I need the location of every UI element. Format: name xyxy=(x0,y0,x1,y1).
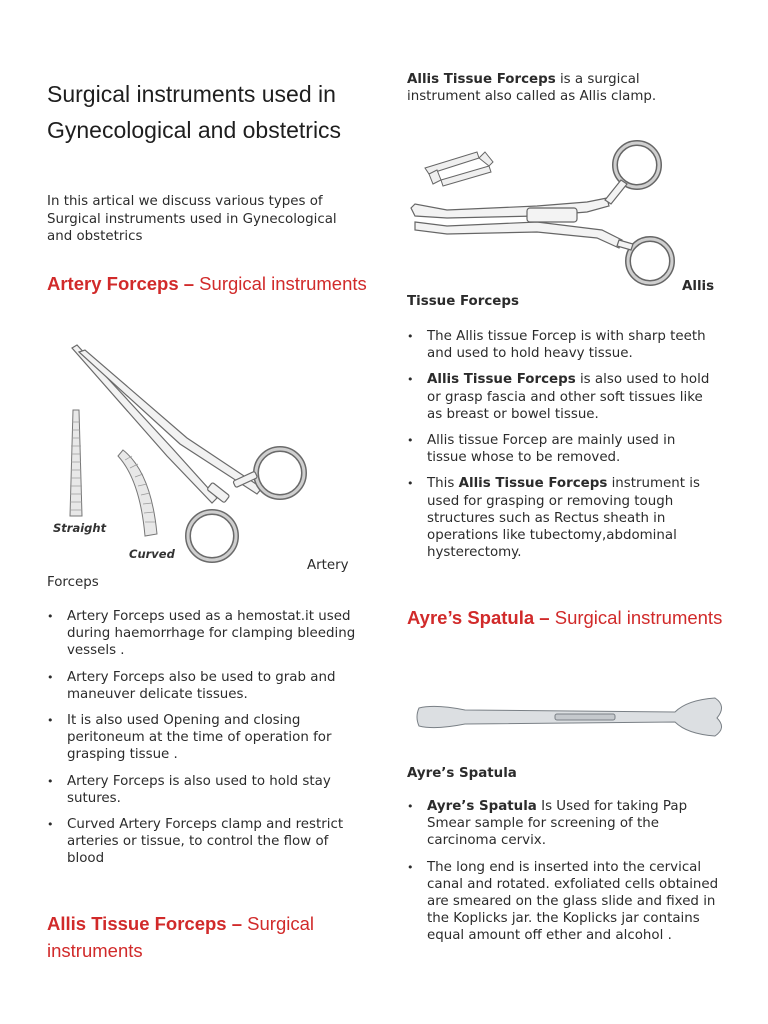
allis-heading-bold: Allis Tissue Forceps – xyxy=(47,913,243,934)
ayre-points-list xyxy=(407,798,719,954)
artery-forceps-image xyxy=(47,338,317,566)
list-item: • It is also used Opening and closing peritoneum at the time of operation for grasping tissue . xyxy=(47,713,332,763)
ayre-spatula-heading xyxy=(407,604,727,631)
allis-intro-rest: is a surgical instrument also called as Allis clamp. xyxy=(407,72,657,104)
artery-points-list xyxy=(47,608,362,877)
allis-heading-rest: Surgical instruments xyxy=(47,913,315,961)
list-item: • Curved Artery Forceps clamp and restrict arteries or tissue, to control the flow of blood xyxy=(47,817,344,867)
allis-caption-a: Allis xyxy=(682,279,715,294)
bullet-icon: • xyxy=(47,818,54,832)
allis-forceps-image xyxy=(407,140,707,290)
ayre-caption: Ayre’s Spatula xyxy=(407,766,517,781)
artery-forceps-illustration xyxy=(72,345,304,560)
bullet-icon: • xyxy=(47,670,54,684)
bullet-icon: • xyxy=(407,373,414,387)
list-item: • Ayre’s Spatula Is Used for taking Pap Smear sample for screening of the carcinoma cervix. xyxy=(407,799,688,849)
list-item: • The Allis tissue Forcep is with sharp teeth and used to hold heavy tissue. xyxy=(407,329,706,362)
list-item: • This Allis Tissue Forceps instrument is used for grasping or removing tough structures such as Rectus sheath in operations like tubectomy,abdominal hysterectomy. xyxy=(407,476,700,561)
allis-caption-b: Tissue Forceps xyxy=(407,294,519,309)
list-item: • Artery Forceps also be used to grab and maneuver delicate tissues. xyxy=(47,669,336,702)
list-item: • The long end is inserted into the cervical canal and rotated. exfoliated cells obtained are smeared on the glass slide and fixed in the Koplicks jar. the Koplicks jar contains equal amount off ether and alcohol . xyxy=(407,859,719,944)
artery-forceps-heading xyxy=(47,270,367,297)
straight-tip-illustration xyxy=(70,410,82,516)
list-item: • Artery Forceps is also used to hold stay sutures. xyxy=(47,773,331,806)
artery-heading-bold: Artery Forceps – xyxy=(47,273,195,294)
bullet-icon: • xyxy=(407,800,414,813)
bullet-icon: • xyxy=(407,860,414,874)
ayre-spatula-image xyxy=(415,694,733,744)
curved-label: Curved xyxy=(129,547,175,561)
artery-heading-rest: Surgical instruments xyxy=(194,273,367,294)
intro-paragraph: In this artical we discuss various types of Surgical instruments used in Gynecological and obstetrics xyxy=(47,194,337,244)
list-item: • Allis Tissue Forceps is also used to hold or grasp fascia and other soft tissues like as breast or bowel tissue. xyxy=(407,372,710,422)
ayre-heading-bold: Ayre’s Spatula – xyxy=(407,607,550,628)
bullet-icon: • xyxy=(47,714,54,728)
list-item: • Artery Forceps used as a hemostat.it used during haemorrhage for clamping bleeding vessels . xyxy=(47,609,356,659)
ayre-heading-rest: Surgical instruments xyxy=(549,607,723,628)
allis-forceps-heading xyxy=(47,910,367,964)
allis-intro-bold: Allis Tissue Forceps xyxy=(407,72,556,87)
artery-caption-b: Forceps xyxy=(47,575,99,590)
bullet-icon: • xyxy=(47,610,54,623)
allis-points-list xyxy=(407,328,719,570)
bullet-icon: • xyxy=(407,477,414,491)
ayre-spatula-illustration xyxy=(417,698,722,736)
curved-tip-illustration xyxy=(118,450,157,536)
page-title: Surgical instruments used in Gynecological and obstetrics xyxy=(47,81,342,143)
allis-intro xyxy=(407,71,707,105)
list-item: • Allis tissue Forcep are mainly used in tissue whose to be removed. xyxy=(407,433,676,466)
artery-caption-a: Artery xyxy=(307,558,349,573)
bullet-icon: • xyxy=(407,434,414,448)
bullet-icon: • xyxy=(407,330,414,343)
bullet-icon: • xyxy=(47,774,54,788)
allis-tip-illustration xyxy=(425,152,493,186)
straight-label: Straight xyxy=(53,521,107,535)
